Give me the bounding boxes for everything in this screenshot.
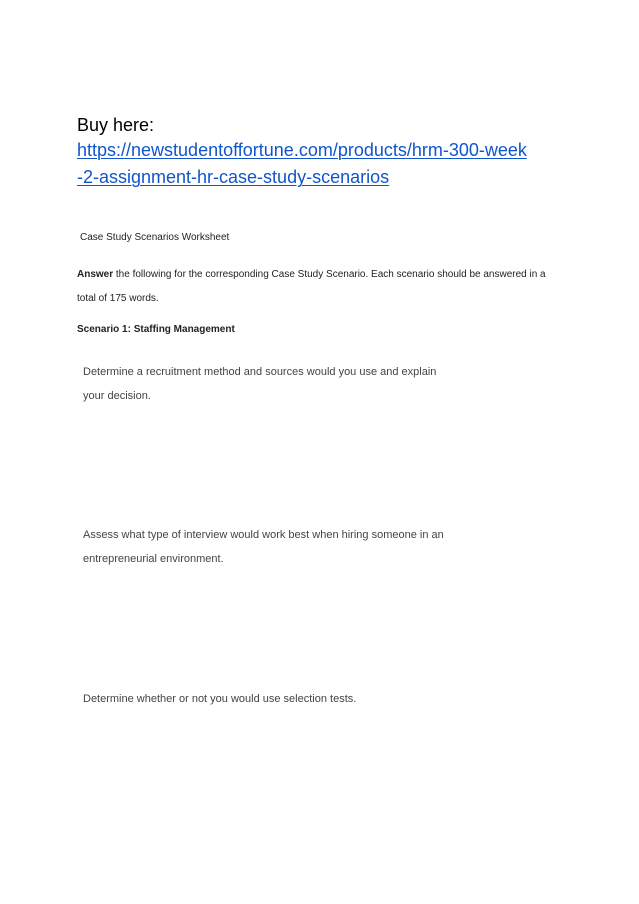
instructions-line-1 (77, 268, 546, 281)
instructions-line-2: total of 175 words. (77, 293, 159, 304)
product-link-line-2[interactable]: -2-assignment-hr-case-study-scenarios (77, 167, 390, 187)
instructions-bold-word: Answer (77, 269, 114, 280)
question-1-line-1: Determine a recruitment method and sources would you use and explain (83, 366, 437, 378)
question-2-line-1: Assess what type of interview would work best when hiring someone in an (83, 529, 444, 541)
question-3-line-1: Determine whether or not you would use selection tests. (83, 693, 357, 705)
question-1-line-2: your decision. (83, 390, 151, 402)
product-link-line-1[interactable]: https://newstudentoffortune.com/products/hrm-300-week (77, 140, 527, 160)
question-2-line-2: entrepreneurial environment. (83, 553, 224, 565)
scenario-heading: Scenario 1: Staffing Management (77, 324, 235, 335)
buy-here-label: Buy here: (77, 115, 155, 135)
worksheet-title: Case Study Scenarios Worksheet (80, 232, 230, 243)
instructions-line-1-text: the following for the corresponding Case Study Scenario. Each scenario should be answered in a (113, 269, 546, 280)
